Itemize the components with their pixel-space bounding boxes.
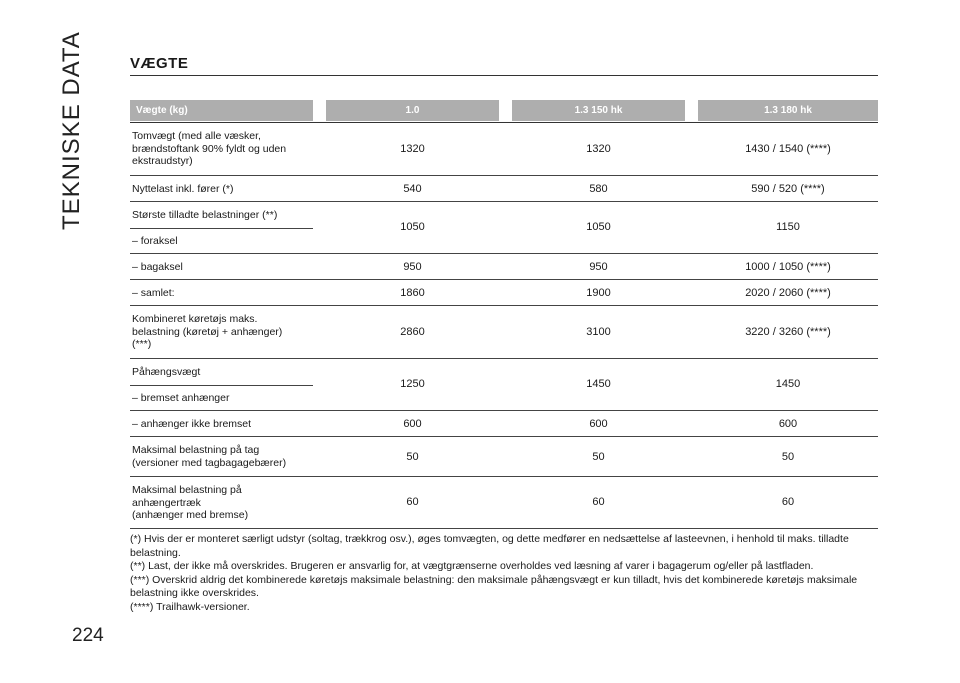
row-divider bbox=[130, 279, 878, 280]
column-header-1-3-180: 1.3 180 hk bbox=[698, 100, 878, 121]
value-1-3-180: 60 bbox=[781, 496, 795, 508]
table-row-combined-max bbox=[130, 313, 878, 353]
footnote-4: (****) Trailhawk-versioner. bbox=[130, 600, 250, 613]
row-divider bbox=[130, 253, 878, 254]
table-row-total bbox=[130, 287, 878, 301]
table-row-curb-weight bbox=[130, 130, 878, 170]
row-label: Kombineret køretøjs maks. belastning (køretøj + anhænger) (***) bbox=[132, 313, 283, 350]
value-1-3-180: 1000 / 1050 (****) bbox=[745, 261, 831, 273]
row-label: – bremset anhænger bbox=[132, 392, 230, 404]
value-1-0: 1860 bbox=[400, 287, 425, 299]
value-1-3-150: 50 bbox=[592, 451, 605, 463]
table-row-braked-trailer bbox=[130, 392, 878, 406]
value-1-3-150: 1050 bbox=[586, 221, 611, 233]
row-label: Påhængsvægt bbox=[132, 366, 201, 378]
value-1-3-180: 590 / 520 (****) bbox=[751, 183, 825, 195]
column-header-1-3-150: 1.3 150 hk bbox=[512, 100, 685, 121]
row-label: Største tilladte belastninger (**) bbox=[132, 209, 278, 221]
value-1-3-180: 50 bbox=[781, 451, 795, 463]
value-1-0: 540 bbox=[403, 183, 422, 195]
table-row-unbraked-trailer bbox=[130, 418, 878, 432]
value-1-0: 50 bbox=[406, 451, 419, 463]
value-1-3-150: 1900 bbox=[586, 287, 611, 299]
row-divider bbox=[130, 476, 878, 477]
table-row-front-axle bbox=[130, 235, 878, 249]
page-heading: VÆGTE bbox=[130, 55, 189, 72]
row-label: Nyttelast inkl. fører (*) bbox=[132, 183, 234, 195]
column-header-weights: Vægte (kg) bbox=[130, 100, 313, 121]
row-divider bbox=[130, 358, 878, 359]
row-divider bbox=[130, 436, 878, 437]
footnote-1: (*) Hvis der er monteret særligt udstyr (soltag, trækkrog osv.), øges tomvægten, og dette medfører en nedsættelse af lasteevnen, i henhold til maks. tilladte belastning. bbox=[130, 533, 849, 559]
page-number: 224 bbox=[72, 625, 104, 646]
value-1-3-180: 2020 / 2060 (****) bbox=[745, 287, 831, 299]
section-title: TEKNISKE DATA bbox=[58, 31, 85, 230]
footnote-2: (**) Last, der ikke må overskrides. Brugeren er ansvarlig for, at vægtgrænserne overholdes ved læsning af varer i bagagerum og/eller på lastfladen. bbox=[130, 560, 814, 572]
value-1-3-180: 600 bbox=[778, 418, 798, 430]
value-1-3-180: 1450 bbox=[775, 378, 801, 390]
table-row-payload bbox=[130, 183, 878, 197]
row-label: Maksimal belastning på anhængertræk (anhænger med bremse) bbox=[132, 484, 249, 521]
sub-divider bbox=[130, 385, 313, 386]
value-1-0: 1320 bbox=[400, 143, 425, 155]
table-row-roof-load bbox=[130, 444, 878, 472]
value-1-3-150: 1320 bbox=[586, 143, 611, 155]
value-1-3-150: 3100 bbox=[586, 326, 611, 338]
value-1-3-150: 950 bbox=[589, 261, 608, 273]
value-1-3-180: 1430 / 1540 (****) bbox=[745, 143, 831, 155]
header-divider bbox=[130, 122, 878, 123]
value-1-0: 2860 bbox=[400, 326, 425, 338]
value-1-3-150: 60 bbox=[592, 496, 605, 508]
row-label: Tomvægt (med alle væsker, brændstoftank 90% fyldt og uden ekstraudstyr) bbox=[132, 130, 287, 167]
row-label: – bagaksel bbox=[132, 261, 183, 273]
value-1-3-180: 1150 bbox=[776, 221, 800, 233]
row-divider bbox=[130, 410, 878, 411]
table-row-tow-hitch-load bbox=[130, 484, 878, 524]
value-1-0: 600 bbox=[403, 418, 422, 430]
footnotes bbox=[130, 533, 878, 614]
row-label: Maksimal belastning på tag (versioner med tagbagagebærer) bbox=[132, 444, 287, 469]
value-1-3-150: 1450 bbox=[586, 378, 611, 390]
value-1-0: 1250 bbox=[400, 378, 425, 390]
row-label: – foraksel bbox=[132, 235, 178, 247]
value-1-3-180: 3220 / 3260 (****) bbox=[745, 326, 831, 338]
value-1-0: 950 bbox=[403, 261, 422, 273]
footnote-3: (***) Overskrid aldrig det kombinerede køretøjs maksimale belastning: den maksimale påhængsvægt er kun tilladt, hvis det kombinerede køretøjs maksimale belastning ikke overskrides. bbox=[130, 573, 858, 599]
value-1-3-150: 580 bbox=[589, 183, 608, 195]
row-label: – anhænger ikke bremset bbox=[132, 418, 252, 430]
table-bottom-divider bbox=[130, 528, 878, 529]
heading-divider bbox=[130, 75, 878, 76]
row-divider bbox=[130, 201, 878, 202]
sub-divider bbox=[130, 228, 313, 229]
row-label: – samlet: bbox=[132, 287, 175, 299]
value-1-0: 60 bbox=[406, 496, 419, 508]
value-1-0: 1050 bbox=[400, 221, 425, 233]
row-divider bbox=[130, 305, 878, 306]
row-divider bbox=[130, 175, 878, 176]
value-1-3-150: 600 bbox=[589, 418, 608, 430]
table-row-rear-axle bbox=[130, 261, 878, 275]
column-header-1-0: 1.0 bbox=[326, 100, 499, 121]
